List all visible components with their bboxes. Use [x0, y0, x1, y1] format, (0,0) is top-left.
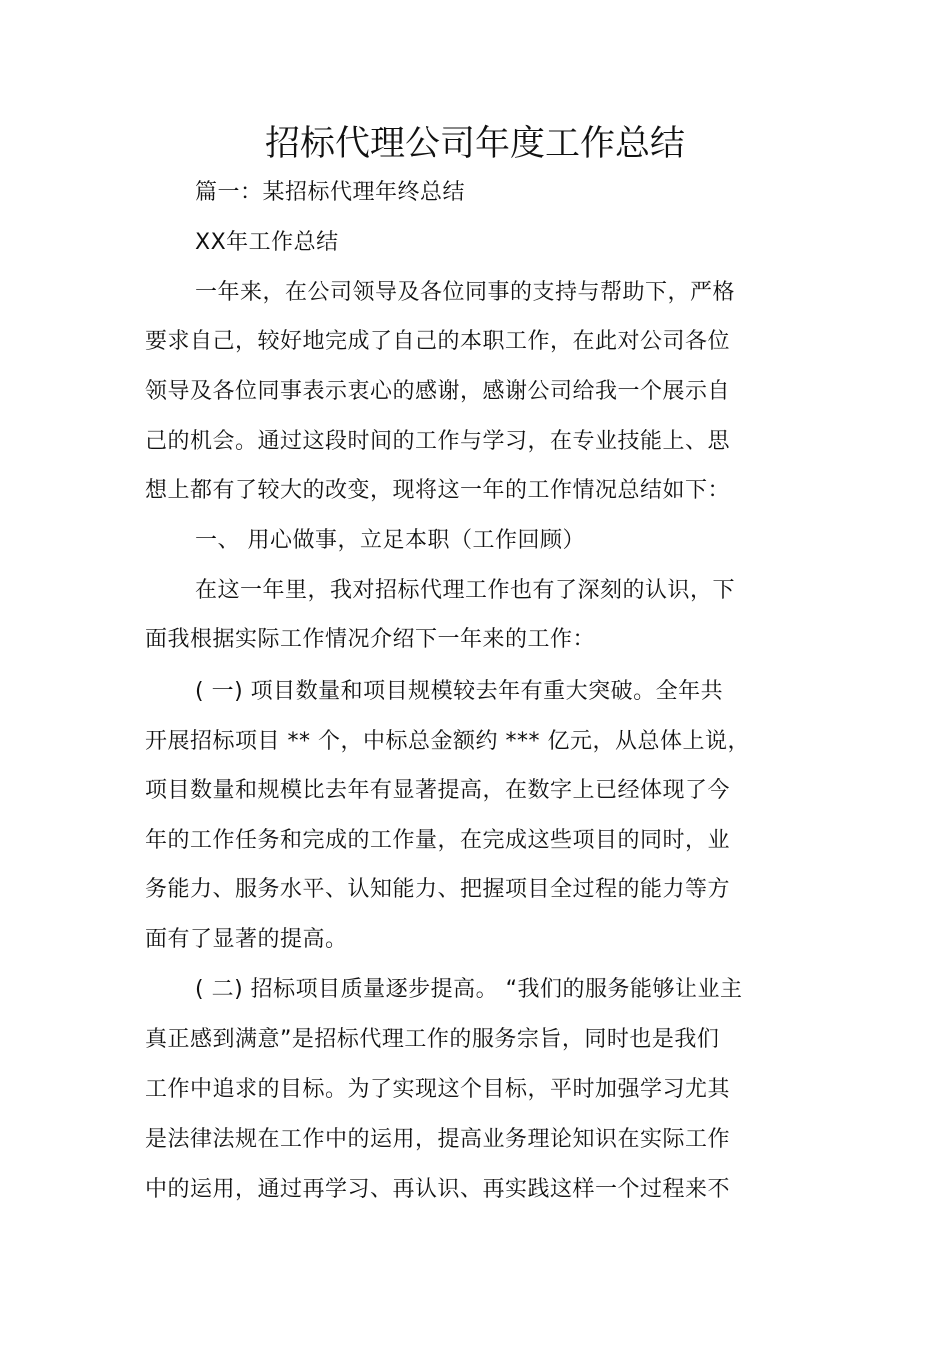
paragraph-line: 项目数量和规模比去年有显著提高，在数字上已经体现了今 — [145, 778, 731, 803]
paragraph-line: 务能力、服务水平、认知能力、把握项目全过程的能力等方 — [145, 877, 731, 902]
paragraph-line: 真正感到满意”是招标代理工作的服务宗旨，同时也是我们 — [145, 1027, 720, 1052]
section-heading: 一、 用心做事，立足本职（工作回顾） — [195, 528, 585, 553]
paragraph-line: 工作中追求的目标。为了实现这个目标，平时加强学习尤其 — [145, 1077, 731, 1102]
paragraph-line: 开展招标项目 ** 个，中标总金额约 *** 亿元，从总体上说， — [145, 729, 750, 754]
paragraph-line: 在这一年里，我对招标代理工作也有了深刻的认识，下 — [195, 578, 736, 603]
paragraph-line: 年的工作任务和完成的工作量，在完成这些项目的同时，业 — [145, 828, 731, 853]
paragraph-line: 是法律法规在工作中的运用，提高业务理论知识在实际工作 — [145, 1127, 731, 1152]
section-heading: 篇一：某招标代理年终总结 — [195, 180, 466, 205]
paragraph-line: 己的机会。通过这段时间的工作与学习，在专业技能上、思 — [145, 429, 731, 454]
paragraph-line: ( 一) 项目数量和项目规模较去年有重大突破。全年共 — [195, 679, 724, 704]
document-title: 招标代理公司年度工作总结 — [264, 124, 685, 164]
paragraph-line: 一年来，在公司领导及各位同事的支持与帮助下，严格 — [195, 280, 736, 305]
paragraph-line: 面我根据实际工作情况介绍下一年来的工作： — [145, 627, 596, 652]
paragraph-line: 领导及各位同事表示衷心的感谢，感谢公司给我一个展示自 — [145, 379, 731, 404]
paragraph-line: 面有了显著的提高。 — [145, 927, 348, 952]
paragraph-line: ( 二) 招标项目质量逐步提高。 “我们的服务能够让业主 — [195, 977, 743, 1002]
paragraph-line: 中的运用，通过再学习、再认识、再实践这样一个过程来不 — [145, 1177, 731, 1202]
paragraph-line: 要求自己，较好地完成了自己的本职工作，在此对公司各位 — [145, 329, 731, 354]
paragraph-line: 想上都有了较大的改变，现将这一年的工作情况总结如下： — [145, 478, 731, 503]
subheading: XX年工作总结 — [195, 230, 339, 255]
